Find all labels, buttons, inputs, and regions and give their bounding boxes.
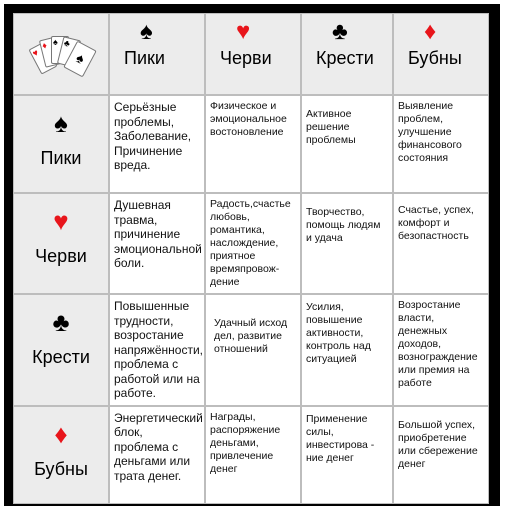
table-cell: Душевная травма, причинение эмоциональной боли. [109,193,205,294]
row-name: Пики [40,148,82,168]
row-name: Черви [35,246,87,266]
table-cell: Возростание власти, денежных доходов, вознограждение или премия на работе [393,294,489,406]
table-cell: Награды, распоряжение деньгами, привлечение денег [205,406,301,504]
table-cell: Счастье, успех, комфорт и безопастность [393,193,489,294]
column-name: Пики [124,48,165,68]
table-cell: Повышенные трудности, возростание напряжённости, проблема с работой или на работе. [109,294,205,406]
table-cell: Усилия, повышение активности, контроль над ситуацией [301,294,393,406]
table-cell: Активное решение проблемы [301,95,393,193]
row-header-hearts [13,193,109,294]
heart-icon: ♥ [53,206,69,236]
table-cell: Удачный исход дел, развитие отношений [205,294,301,406]
diamond-icon: ♦ [424,18,437,45]
table-cell: Применение силы, инвестирова - ние денег [301,406,393,504]
column-name: Крести [316,48,374,68]
column-header-hearts [205,13,301,95]
column-header-diamonds [393,13,489,95]
heart-icon: ♥ [236,18,251,45]
cards-fan-image [13,13,109,95]
suit-combination-table [13,13,489,504]
card-icon: ♦ [39,36,63,68]
column-name: Черви [220,48,272,68]
club-icon: ♣ [332,18,348,45]
card-icon: ♠ [51,36,69,64]
diamond-icon: ♦ [54,418,68,449]
card-icon: ♣ [57,36,81,68]
card-icon: ♥ [28,41,57,74]
table-cell: Творчество, помощь людям и удача [301,193,393,294]
spade-icon: ♠ [54,108,68,138]
row-header-diamonds [13,406,109,504]
row-name: Бубны [34,458,88,479]
row-header-clubs [13,294,109,406]
row-header-spades [13,95,109,193]
club-icon: ♣ [52,307,70,337]
table-cell: Физическое и эмоциональное востоновление [205,95,301,193]
column-header-spades [109,13,205,95]
column-name: Бубны [408,48,462,68]
table-cell: Большой успех, приобретение или сбережение денег [393,406,489,504]
table-cell: Радость,счастье любовь, романтика, наслождение, приятное времяпровож-дение [205,193,301,294]
card-icon: ♠ [63,41,97,78]
table-cell: Выявление проблем, улучшение финансового состояния [393,95,489,193]
table-cell: Энергетический блок, проблема с деньгами или трата денег. [109,406,205,504]
table-cell: Серьёзные проблемы, Заболевание, Причинение вреда. [109,95,205,193]
spade-icon: ♠ [140,18,153,45]
row-name: Крести [32,347,90,367]
column-header-clubs [301,13,393,95]
